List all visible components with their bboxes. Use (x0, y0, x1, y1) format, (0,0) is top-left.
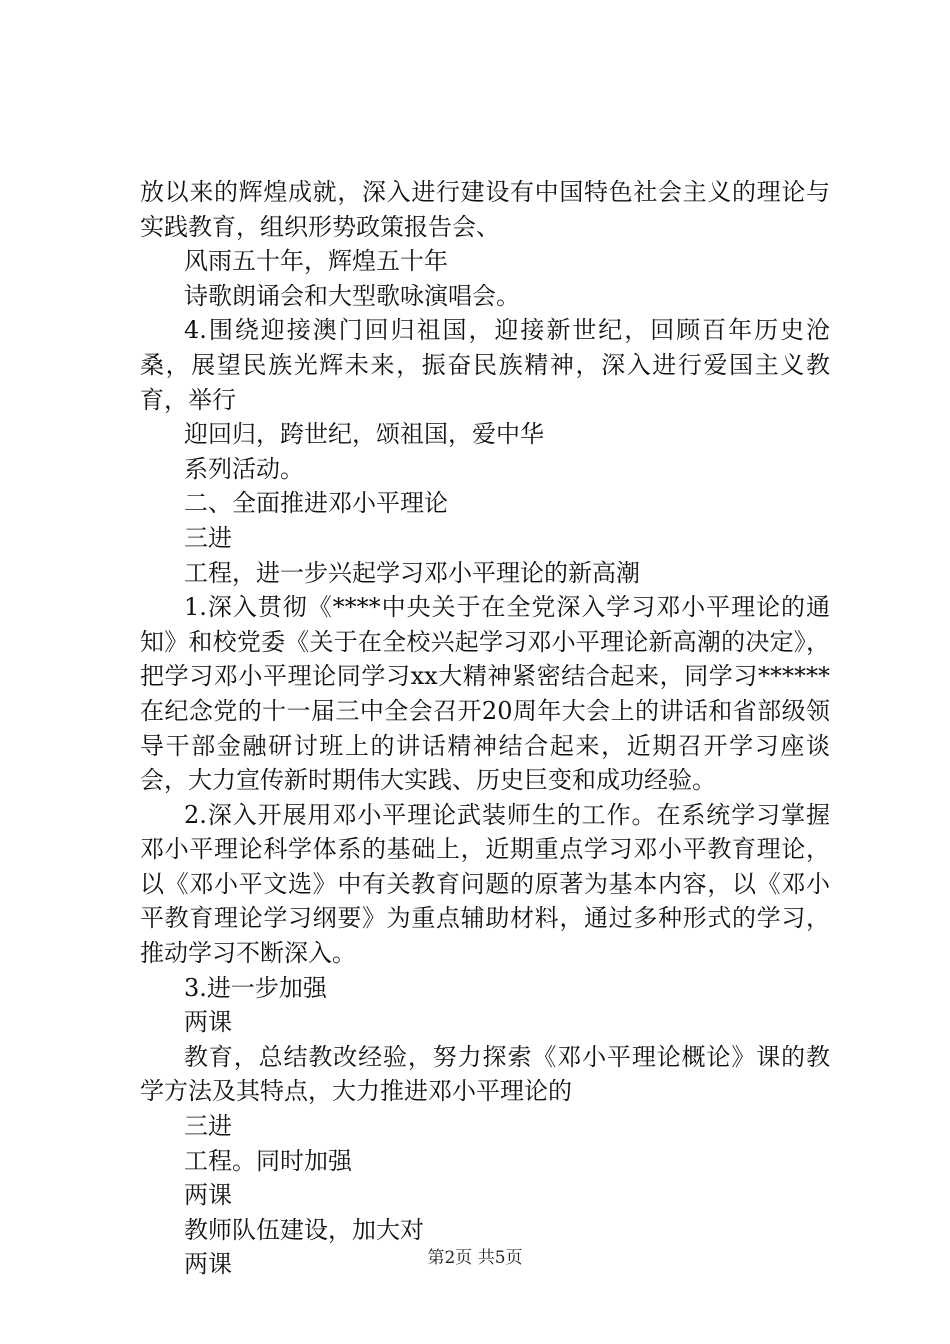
paragraph-item-3: 3.进一步加强 (184, 973, 327, 1002)
document-body (140, 175, 830, 1282)
paragraph: 系列活动。 (184, 454, 304, 483)
paragraph-slogan: 风雨五十年，辉煌五十年 (184, 247, 448, 276)
paragraph: 诗歌朗诵会和大型歌咏演唱会。 (184, 281, 520, 310)
section-heading: 二、全面推进邓小平理论 (184, 489, 448, 518)
paragraph-item-2: 2.深入开展用邓小平理论武装师生的工作。在系统学习掌握邓小平理论科学体系的基础上，近期重点学习邓小平教育理论，以《邓小平文选》中有关教育问题的原著为基本内容，以《邓小平教育理论学习纲要》为重点辅助材料，通过多种形式的学习，推动学习不断深入。 (140, 800, 830, 968)
page-number-footer: 第2页 共5页 (427, 1248, 523, 1268)
paragraph: 两课 (184, 1181, 232, 1210)
paragraph: 两课 (184, 1250, 232, 1279)
paragraph: 两课 (184, 1008, 232, 1037)
paragraph-item-4: 4.围绕迎接澳门回归祖国，迎接新世纪，回顾百年历史沧桑，展望民族光辉未来，振奋民族精神，深入进行爱国主义教育，举行 (140, 316, 830, 414)
paragraph-item-1: 1.深入贯彻《****中央关于在全党深入学习邓小平理论的通知》和校党委《关于在全校兴起学习邓小平理论新高潮的决定》，把学习邓小平理论同学习xx大精神紧密结合起来，同学习******在纪念党的十一届三中全会召开20周年大会上的讲话和省部级领导干部金融研讨班上的讲话精神结合起来，近期召开学习座谈会，大力宣传新时期伟大实践、历史巨变和成功经验。 (140, 593, 830, 795)
paragraph-slogan: 迎回归，跨世纪，颂祖国，爱中华 (184, 420, 544, 449)
paragraph: 三进 (184, 523, 232, 552)
paragraph: 教育，总结教改经验，努力探索《邓小平理论概论》课的教学方法及其特点，大力推进邓小平理论的 (140, 1042, 830, 1106)
paragraph: 工程，进一步兴起学习邓小平理论的新高潮 (184, 558, 640, 587)
paragraph: 三进 (184, 1112, 232, 1141)
paragraph: 工程。同时加强 (184, 1146, 352, 1175)
paragraph-continuation: 放以来的辉煌成就，深入进行建设有中国特色社会主义的理论与实践教育，组织形势政策报告会、 (140, 178, 830, 241)
paragraph: 教师队伍建设，加大对 (184, 1215, 424, 1244)
